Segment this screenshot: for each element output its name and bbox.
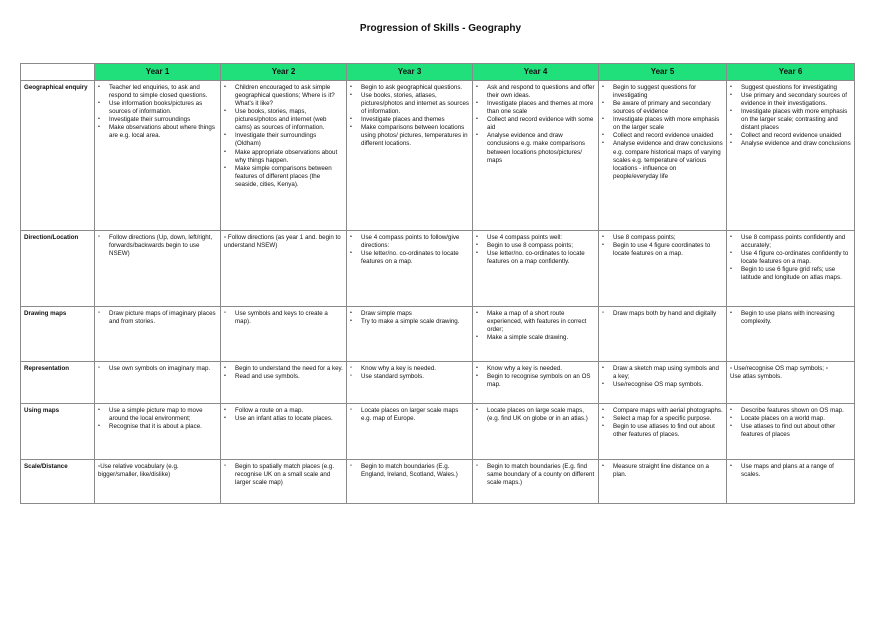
skill-item: • Use 8 compass points confidently and accurately; bbox=[730, 234, 851, 250]
skill-item: • Make a simple scale drawing. bbox=[476, 334, 595, 342]
skill-list bbox=[224, 84, 343, 189]
skill-list bbox=[98, 310, 217, 326]
skill-cell bbox=[95, 404, 221, 460]
table-row bbox=[21, 81, 855, 231]
skill-cell bbox=[727, 81, 855, 231]
skill-item: ▫Use relative vocabulary (e.g. bigger/smaller, like/dislike) bbox=[98, 463, 179, 479]
skill-list bbox=[602, 84, 723, 181]
skill-item: • Begin to use 4 figure coordinates to locate features on a map. bbox=[602, 242, 723, 258]
skill-item: ▫ Draw picture maps of imaginary places and from stories. bbox=[98, 310, 217, 326]
skill-item: • Make appropriate observations about why things happen. bbox=[224, 149, 343, 165]
skill-cell bbox=[599, 362, 727, 404]
skill-list bbox=[476, 463, 595, 487]
skill-cell bbox=[473, 362, 599, 404]
skill-cell bbox=[95, 231, 221, 307]
skill-item: • Draw a sketch map using symbols and a key; bbox=[602, 365, 723, 381]
skill-item: • Know why a key is needed. bbox=[476, 365, 595, 373]
skill-item: • Begin to recognise symbols on an OS map. bbox=[476, 373, 595, 389]
skill-item: • Use letter/no. co-ordinates to locate features on a map. bbox=[350, 250, 469, 266]
skill-list bbox=[602, 463, 723, 479]
skill-item: • Investigate places and themes at more than one scale bbox=[476, 100, 595, 116]
skill-item: • Compare maps with aerial photographs. bbox=[602, 407, 723, 415]
skill-cell bbox=[347, 362, 473, 404]
skill-list bbox=[98, 407, 217, 431]
row-heading: Representation bbox=[21, 362, 95, 404]
skill-cell bbox=[727, 404, 855, 460]
skill-cell bbox=[727, 231, 855, 307]
skill-item: ▫ Begin to match boundaries (E.g. find same boundary of a county on different scale maps.) bbox=[476, 463, 595, 487]
skill-item: • Use letter/no. co-ordinates to locate features on a map confidently. bbox=[476, 250, 595, 266]
skill-item: • Investigate places with more emphasis on the larger scale; contrasting and distant places bbox=[730, 108, 851, 132]
year-header: Year 5 bbox=[599, 64, 727, 81]
skill-item: • Analyse evidence and draw conclusions e.g. compare historical maps of varying scales e.g. temperature of various locations - influence on people/everyday life bbox=[602, 140, 723, 180]
skill-list bbox=[350, 84, 469, 149]
skill-cell bbox=[473, 404, 599, 460]
skill-item: • Use maps and plans at a range of scales. bbox=[730, 463, 851, 479]
skill-list bbox=[476, 234, 595, 266]
skill-item: • Begin to use atlases to find out about other features of places. bbox=[602, 423, 723, 439]
skill-item: • Be aware of primary and secondary sources of evidence bbox=[602, 100, 723, 116]
page-title: Progression of Skills - Geography bbox=[359, 23, 522, 34]
skill-cell bbox=[727, 460, 855, 504]
skill-item: • Follow a route on a map. bbox=[224, 407, 343, 415]
skill-cell bbox=[221, 460, 347, 504]
skill-list bbox=[350, 407, 469, 423]
skill-item: • Use 4 compass points to follow/give directions: bbox=[350, 234, 469, 250]
skill-item: ▫ Begin to match boundaries (E.g. England, Ireland, Scotland, Wales.) bbox=[350, 463, 469, 479]
skill-cell bbox=[347, 404, 473, 460]
skill-item: • Investigate places with more emphasis on the larger scale bbox=[602, 116, 723, 132]
skill-item: • Collect and record evidence unaided bbox=[730, 132, 851, 140]
skill-item: • Investigate their surroundings (Oldham) bbox=[224, 132, 343, 148]
skill-cell bbox=[473, 307, 599, 362]
skill-item: • Analyse evidence and draw conclusions e.g. make comparisons between locations photos/pictures/ maps bbox=[476, 132, 595, 164]
skill-list bbox=[602, 407, 723, 439]
skill-cell bbox=[347, 81, 473, 231]
year-header: Year 1 bbox=[95, 64, 221, 81]
skill-list bbox=[730, 365, 851, 381]
skill-item: • Make observations about where things are e.g. local area. bbox=[98, 124, 217, 140]
skill-list bbox=[98, 463, 217, 479]
row-heading: Scale/Distance bbox=[21, 460, 95, 504]
skill-list bbox=[730, 234, 851, 282]
skill-item: ▫ Use own symbols on imaginary map. bbox=[98, 365, 217, 373]
skill-item: ▫ Follow directions (Up, down, left/right, forwards/backwards begin to use NSEW) bbox=[98, 234, 217, 258]
skill-item: • Try to make a simple scale drawing. bbox=[350, 318, 469, 326]
skill-item: • Measure straight line distance on a plan. bbox=[602, 463, 723, 479]
corner-cell bbox=[21, 64, 95, 81]
skill-list bbox=[224, 463, 343, 487]
skill-item: • Suggest questions for investigating bbox=[730, 84, 851, 92]
skill-item: • Collect and record evidence with some aid bbox=[476, 116, 595, 132]
skill-item: • Select a map for a specific purpose. bbox=[602, 415, 723, 423]
skill-cell bbox=[473, 81, 599, 231]
skill-cell bbox=[347, 231, 473, 307]
header-row bbox=[21, 64, 855, 81]
skill-item: • Draw simple maps bbox=[350, 310, 469, 318]
skill-item: ▫ Follow directions (as year 1 and. begin to understand NSEW) bbox=[224, 234, 341, 250]
row-heading: Drawing maps bbox=[21, 307, 95, 362]
skill-cell bbox=[347, 307, 473, 362]
skills-table bbox=[20, 63, 855, 504]
skill-list bbox=[98, 234, 217, 258]
year-header: Year 3 bbox=[347, 64, 473, 81]
skill-item: ▫ Draw maps both by hand and digitally bbox=[602, 310, 723, 318]
skill-list bbox=[224, 310, 343, 326]
skill-item: • Begin to suggest questions for investigating bbox=[602, 84, 723, 100]
year-header: Year 4 bbox=[473, 64, 599, 81]
skill-item: • Investigate places and themes bbox=[350, 116, 469, 124]
skill-cell bbox=[221, 307, 347, 362]
skill-list bbox=[730, 84, 851, 149]
skill-item: • Teacher led enquiries, to ask and respond to simple closed questions. bbox=[98, 84, 217, 100]
skill-cell bbox=[473, 460, 599, 504]
skill-cell bbox=[347, 460, 473, 504]
skill-list bbox=[350, 234, 469, 266]
skill-list bbox=[476, 407, 595, 423]
skill-list bbox=[350, 310, 469, 326]
table-row bbox=[21, 460, 855, 504]
year-header: Year 2 bbox=[221, 64, 347, 81]
skill-item: • Use a simple picture map to move around the local environment; bbox=[98, 407, 217, 423]
table-row bbox=[21, 362, 855, 404]
skill-item: • Make a map of a short route experienced, with features in correct order; bbox=[476, 310, 595, 334]
skill-item: • Read and use symbols. bbox=[224, 373, 343, 381]
skill-item: • Make simple comparisons between features of different places (the seaside, cities, Kenya). bbox=[224, 165, 343, 189]
skill-item: • Begin to use plans with increasing complexity. bbox=[730, 310, 851, 326]
row-heading: Using maps bbox=[21, 404, 95, 460]
skill-item: • Ask and respond to questions and offer their own ideas. bbox=[476, 84, 595, 100]
skill-item: • Locate places on a world map. bbox=[730, 415, 851, 423]
skill-item: • Investigate their surroundings bbox=[98, 116, 217, 124]
skill-list bbox=[476, 310, 595, 342]
skill-item: • Children encouraged to ask simple geographical questions; Where is it? What's it like? bbox=[224, 84, 343, 108]
skill-item: • Use an infant atlas to locate places. bbox=[224, 415, 343, 423]
skill-item: • Begin to use 8 compass points; bbox=[476, 242, 595, 250]
skill-cell bbox=[95, 81, 221, 231]
skill-cell bbox=[727, 362, 855, 404]
skill-cell bbox=[599, 460, 727, 504]
row-heading: Direction/Location bbox=[21, 231, 95, 307]
year-header: Year 6 bbox=[727, 64, 855, 81]
skill-item: • Use 8 compass points; bbox=[602, 234, 723, 242]
skill-item: • Begin to understand the need for a key. bbox=[224, 365, 343, 373]
skill-item: • Use 4 compass points well: bbox=[476, 234, 595, 242]
table-row bbox=[21, 404, 855, 460]
skill-item: ▫ Know why a key is needed. bbox=[350, 365, 469, 373]
skill-item: ▫ Locate places on larger scale maps e.g. map of Europe. bbox=[350, 407, 469, 423]
skill-cell bbox=[473, 231, 599, 307]
skill-item: Use atlas symbols. bbox=[730, 373, 782, 381]
skill-list bbox=[98, 365, 217, 373]
skill-item: ▫ Use/recognise OS map symbols; ▫ bbox=[730, 365, 828, 372]
skill-list bbox=[730, 463, 851, 479]
skill-list bbox=[602, 365, 723, 389]
skill-cell bbox=[221, 404, 347, 460]
skill-item: • Use/recognise OS map symbols. bbox=[602, 381, 723, 389]
skill-cell bbox=[599, 404, 727, 460]
skill-item: • Use atlases to find out about other features of places bbox=[730, 423, 851, 439]
skill-item: ▫ Use symbols and keys to create a map). bbox=[224, 310, 343, 326]
skill-list bbox=[602, 234, 723, 258]
table-row bbox=[21, 307, 855, 362]
skill-item: • Begin to ask geographical questions. bbox=[350, 84, 469, 92]
skill-item: • Recognise that it is about a place. bbox=[98, 423, 217, 431]
skill-cell bbox=[727, 307, 855, 362]
skill-item: • Begin to use 6 figure grid refs; use latitude and longitude on atlas maps. bbox=[730, 266, 851, 282]
skill-item: • Collect and record evidence unaided bbox=[602, 132, 723, 140]
skill-cell bbox=[599, 231, 727, 307]
skill-list bbox=[224, 365, 343, 381]
skill-item: • Use 4 figure co-ordinates confidently to locate features on a map. bbox=[730, 250, 851, 266]
skill-item: • Locate places on large scale maps, (e.g. find UK on globe or in an atlas.) bbox=[476, 407, 595, 423]
skill-item: • Make comparisons between locations using photos/ pictures, temperatures in different locations. bbox=[350, 124, 469, 148]
skill-cell bbox=[599, 307, 727, 362]
skill-cell bbox=[221, 362, 347, 404]
skill-item: • Use books, stories, atlases, pictures/photos and internet as sources of information. bbox=[350, 92, 469, 116]
skill-cell bbox=[221, 81, 347, 231]
skill-item: • Use books, stories, maps, pictures/photos and internet (web cams) as sources of information. bbox=[224, 108, 343, 132]
skill-cell bbox=[95, 460, 221, 504]
table-row bbox=[21, 231, 855, 307]
skill-item: • Use primary and secondary sources of evidence in their investigations. bbox=[730, 92, 851, 108]
skill-item: • Describe features shown on OS map. bbox=[730, 407, 851, 415]
skill-item: • Use information books/pictures as sources of information. bbox=[98, 100, 217, 116]
skill-cell bbox=[221, 231, 347, 307]
skill-list bbox=[224, 407, 343, 423]
skill-item: ▫ Use standard symbols. bbox=[350, 373, 469, 381]
skill-list bbox=[730, 407, 851, 439]
skill-list bbox=[602, 310, 723, 318]
skill-list bbox=[350, 463, 469, 479]
skill-item: • Analyse evidence and draw conclusions bbox=[730, 140, 851, 148]
skill-item: ▫ Begin to spatially match places (e.g. recognise UK on a small scale and larger scale map) bbox=[224, 463, 343, 487]
skill-cell bbox=[599, 81, 727, 231]
skill-list bbox=[350, 365, 469, 381]
row-heading: Geographical enquiry bbox=[21, 81, 95, 231]
skill-list bbox=[476, 84, 595, 165]
skill-cell bbox=[95, 307, 221, 362]
skill-cell bbox=[95, 362, 221, 404]
skill-list bbox=[224, 234, 343, 250]
skill-list bbox=[98, 84, 217, 140]
skill-list bbox=[476, 365, 595, 389]
skill-list bbox=[730, 310, 851, 326]
